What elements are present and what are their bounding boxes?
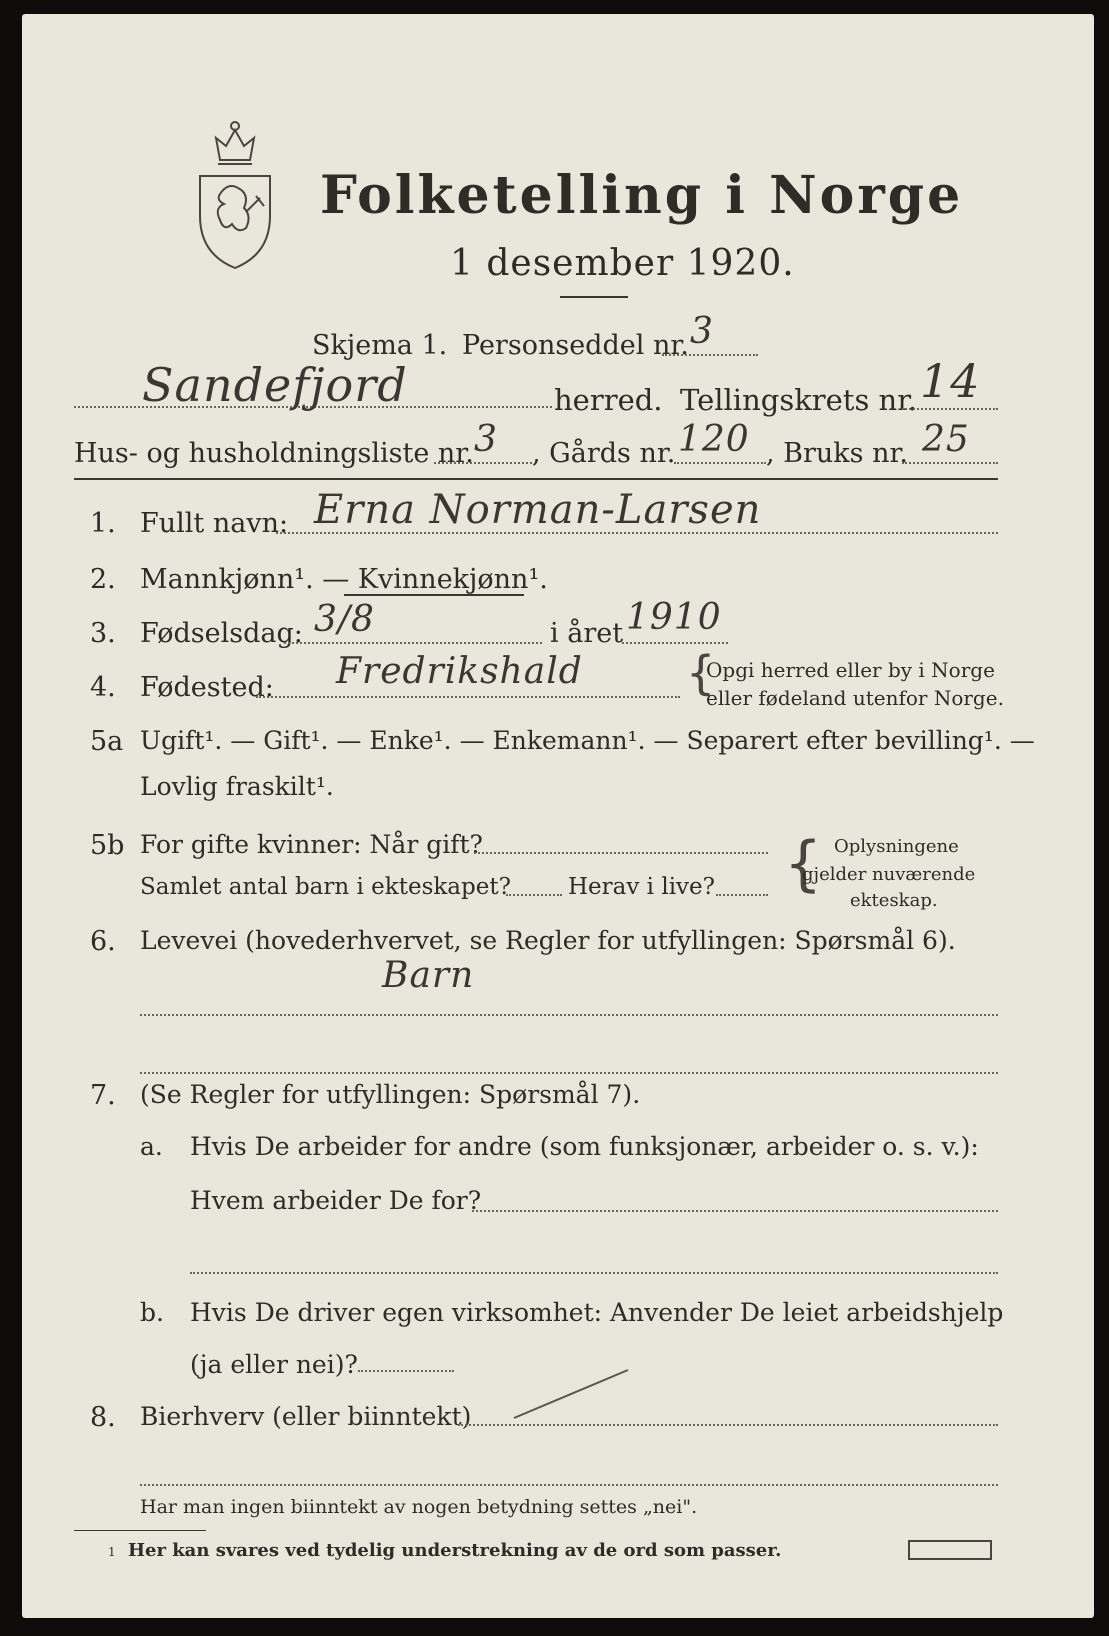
- q5b-when-line: [474, 852, 768, 854]
- q7b-letter: b.: [140, 1298, 164, 1327]
- q7-number: 7.: [90, 1080, 116, 1111]
- header-separator: [74, 478, 998, 480]
- footnote-marker: 1: [108, 1545, 116, 1559]
- q8-line: [458, 1424, 998, 1426]
- personseddel-line: [662, 354, 758, 356]
- gards-label: , Gårds nr.: [532, 438, 676, 469]
- printer-stamp: [908, 1540, 992, 1560]
- q7-label: (Se Regler for utfyllingen: Spørsmål 7).: [140, 1080, 641, 1109]
- q6-label: Levevei (hovederhvervet, se Regler for utfyllingen: Spørsmål 6).: [140, 926, 956, 955]
- tellingskrets-label: Tellingskrets nr.: [680, 383, 918, 417]
- q7a-letter: a.: [140, 1132, 163, 1161]
- q5a-line2: Lovlig fraskilt¹.: [140, 772, 334, 801]
- skjema-label: Skjema 1.: [312, 330, 448, 361]
- q7b-line: [358, 1370, 454, 1372]
- q5a-line1: Ugift¹. — Gift¹. — Enke¹. — Enkemann¹. — Separert efter bevilling¹. —: [140, 726, 1035, 755]
- q6-number: 6.: [90, 926, 116, 957]
- q6-line2: [140, 1072, 998, 1074]
- q5b-alive-line: [716, 894, 768, 896]
- form-title: Folketelling i Norge: [320, 165, 964, 226]
- q8-label: Bierhverv (eller biinntekt): [140, 1402, 472, 1431]
- gards-value: 120: [678, 419, 750, 460]
- q7b-line2: (ja eller nei)?: [190, 1350, 358, 1379]
- q5b-note-line2: gjelder nuværende: [802, 864, 976, 885]
- q3-value: 3/8: [314, 599, 375, 640]
- q1-number: 1.: [90, 508, 116, 539]
- q7a-line1: Hvis De arbeider for andre (som funksjonær, arbeider o. s. v.):: [190, 1132, 979, 1161]
- q3-label: Fødselsdag:: [140, 618, 303, 649]
- q2-underline-kvinnekjonn: [344, 594, 524, 596]
- coat-of-arms-icon: [194, 116, 276, 272]
- q4-line: [256, 696, 680, 698]
- q1-label: Fullt navn:: [140, 508, 289, 539]
- q8-stroke-mark: [512, 1366, 632, 1422]
- q8-note: Har man ingen biinntekt av nogen betydning settes „nei".: [140, 1496, 698, 1518]
- q4-note-line2: eller fødeland utenfor Norge.: [706, 686, 1004, 710]
- q4-value: Fredrikshald: [336, 651, 583, 692]
- gards-line: [674, 462, 766, 464]
- bruks-line: [902, 462, 998, 464]
- form-date: 1 desember 1920.: [450, 243, 795, 284]
- q8-line2: [140, 1484, 998, 1486]
- title-divider: [560, 296, 628, 298]
- q5b-line2: Samlet antal barn i ekteskapet?: [140, 874, 511, 900]
- personseddel-label: Personseddel nr.: [462, 330, 689, 361]
- q1-value: Erna Norman-Larsen: [314, 487, 762, 533]
- q2-label: Mannkjønn¹. — Kvinnekjønn¹.: [140, 564, 548, 595]
- q5b-note-line3: ekteskap.: [850, 890, 938, 911]
- q2-number: 2.: [90, 564, 116, 595]
- q5b-number: 5b: [90, 830, 125, 861]
- census-form-sheet: [22, 14, 1094, 1618]
- q5b-line2b: Herav i live?: [568, 874, 715, 900]
- q4-note-line1: Opgi herred eller by i Norge: [706, 658, 995, 682]
- q7a-line2-blank: [190, 1272, 998, 1274]
- q6-line1: [140, 1014, 998, 1016]
- tellingskrets-value: 14: [920, 354, 981, 408]
- q3-year-label: i året: [550, 618, 624, 649]
- husliste-label: Hus- og husholdningsliste nr.: [74, 438, 474, 469]
- bruks-label: , Bruks nr.: [766, 438, 909, 469]
- q4-note-brace: {: [686, 646, 716, 700]
- husliste-line: [434, 462, 532, 464]
- bruks-value: 25: [922, 419, 970, 460]
- footnote-divider: [74, 1530, 206, 1531]
- q7a-line2: Hvem arbeider De for?: [190, 1186, 482, 1215]
- q5b-note-line1: Oplysningene: [834, 836, 959, 857]
- q3-year-value: 1910: [626, 597, 722, 638]
- q5b-children-line: [506, 894, 562, 896]
- q3-year-line: [622, 642, 728, 644]
- q5a-number: 5a: [90, 726, 124, 757]
- husliste-value: 3: [474, 419, 498, 460]
- personseddel-value: 3: [690, 311, 714, 352]
- q7b-line1: Hvis De driver egen virksomhet: Anvender De leiet arbeidshjelp: [190, 1298, 1004, 1327]
- q8-number: 8.: [90, 1402, 116, 1433]
- herred-label: herred.: [554, 383, 663, 417]
- q5b-note-brace: {: [784, 829, 823, 899]
- tellingskrets-line: [902, 408, 998, 410]
- q6-value: Barn: [382, 955, 475, 996]
- herred-value: Sandefjord: [142, 358, 408, 412]
- q4-label: Fødested:: [140, 672, 274, 703]
- footnote-text: Her kan svares ved tydelig understrekning av de ord som passer.: [128, 1540, 782, 1561]
- q3-line: [284, 642, 542, 644]
- q7a-line: [472, 1210, 998, 1212]
- q3-number: 3.: [90, 618, 116, 649]
- q4-number: 4.: [90, 672, 116, 703]
- q5b-line1: For gifte kvinner: Når gift?: [140, 830, 483, 859]
